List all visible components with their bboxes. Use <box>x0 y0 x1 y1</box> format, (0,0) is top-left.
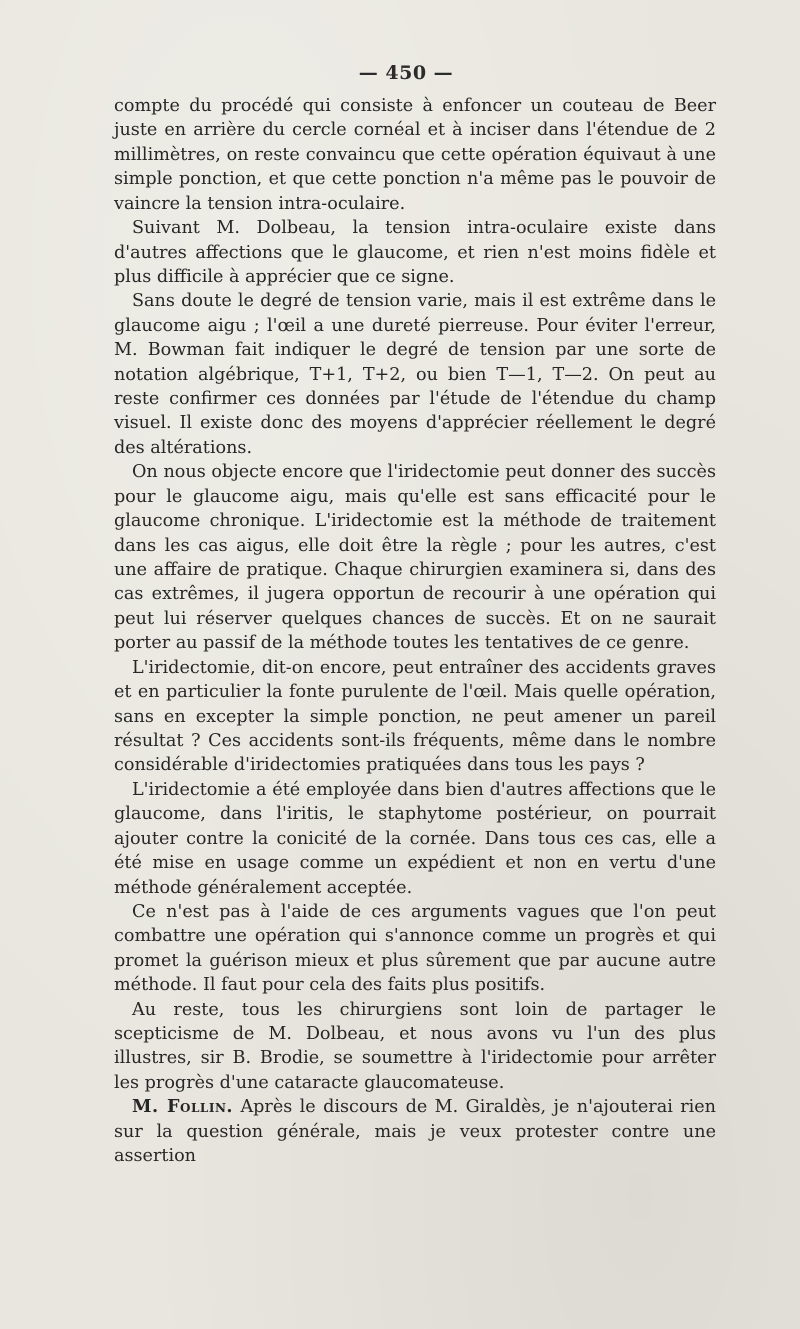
paragraph-1: compte du procédé qui consiste à enfoncer un couteau de Beer juste en arrière du cercle cornéal et à inciser dans l'étendue de 2 millimètres, on reste convaincu que cette opération équivaut à une simple ponction, et que cette ponction n'a même pas le pouvoir de vaincre la tension intra-oculaire. <box>114 96 716 214</box>
paragraph-4: On nous objecte encore que l'iridectomie peut donner des succès pour le glaucome aigu, mais qu'elle est sans efficacité pour le glaucome chronique. L'iridectomie est la méthode de traitement dans les cas aigus, elle doit être la règle ; pour les autres, c'est une affaire de pratique. Chaque chirurgien examinera si, dans des cas extrêmes, il jugera opportun de recourir à une opération qui peut lui réserver quelques chances de succès. Et on ne saurait porter au passif de la méthode toutes les tentatives de ce genre. <box>114 462 716 654</box>
paragraph-6: L'iridectomie a été employée dans bien d'autres affections que le glaucome, dans l'iritis, le staphytome postérieur, on pourrait ajouter contre la conicité de la cornée. Dans tous ces cas, elle a été mise en usage comme un expédient et non en vertu d'une méthode généralement acceptée. <box>114 779 716 898</box>
speech-paragraph <box>114 1095 716 1168</box>
page-number: — 450 — <box>358 62 454 84</box>
speech-text: Après le discours de M. Giraldès, je n'ajouterai rien sur la question générale, mais je veux protester contre une assertion <box>114 1097 716 1167</box>
speaker-name: M. Follin. <box>132 1096 234 1118</box>
paragraph-2: Suivant M. Dolbeau, la tension intra-oculaire existe dans d'autres affections que le glaucome, et rien n'est moins fidèle et plus difficile à apprécier que ce signe. <box>114 218 716 287</box>
paragraph-3: Sans doute le degré de tension varie, mais il est extrême dans le glaucome aigu ; l'œil a une dureté pierreuse. Pour éviter l'erreur, M. Bowman fait indiquer le degré de tension par une sorte de notation algébrique, T+1, T+2, ou bien T—1, T—2. On peut au reste confirmer ces données par l'étude de l'étendue du champ visuel. Il existe donc des moyens d'apprécier réellement le degré des altérations. <box>114 291 716 458</box>
body-text <box>114 94 716 1169</box>
paragraph-5: L'iridectomie, dit-on encore, peut entraîner des accidents graves et en particulier la fonte purulente de l'œil. Mais quelle opération, sans en excepter la simple ponction, ne peut amener un pareil résultat ? Ces accidents sont-ils fréquents, même dans le nombre considérable d'iridectomies pratiquées dans tous les pays ? <box>114 657 716 776</box>
paragraph-7: Ce n'est pas à l'aide de ces arguments vagues que l'on peut combattre une opération qui s'annonce comme un progrès et qui promet la guérison mieux et plus sûrement que par aucune autre méthode. Il faut pour cela des faits plus positifs. <box>114 901 716 996</box>
paragraph-8: Au reste, tous les chirurgiens sont loin de partager le scepticisme de M. Dolbeau, et nous avons vu l'un des plus illustres, sir B. Brodie, se soumettre à l'iridectomie pour arrêter les progrès d'une cataracte glaucomateuse. <box>114 999 716 1093</box>
